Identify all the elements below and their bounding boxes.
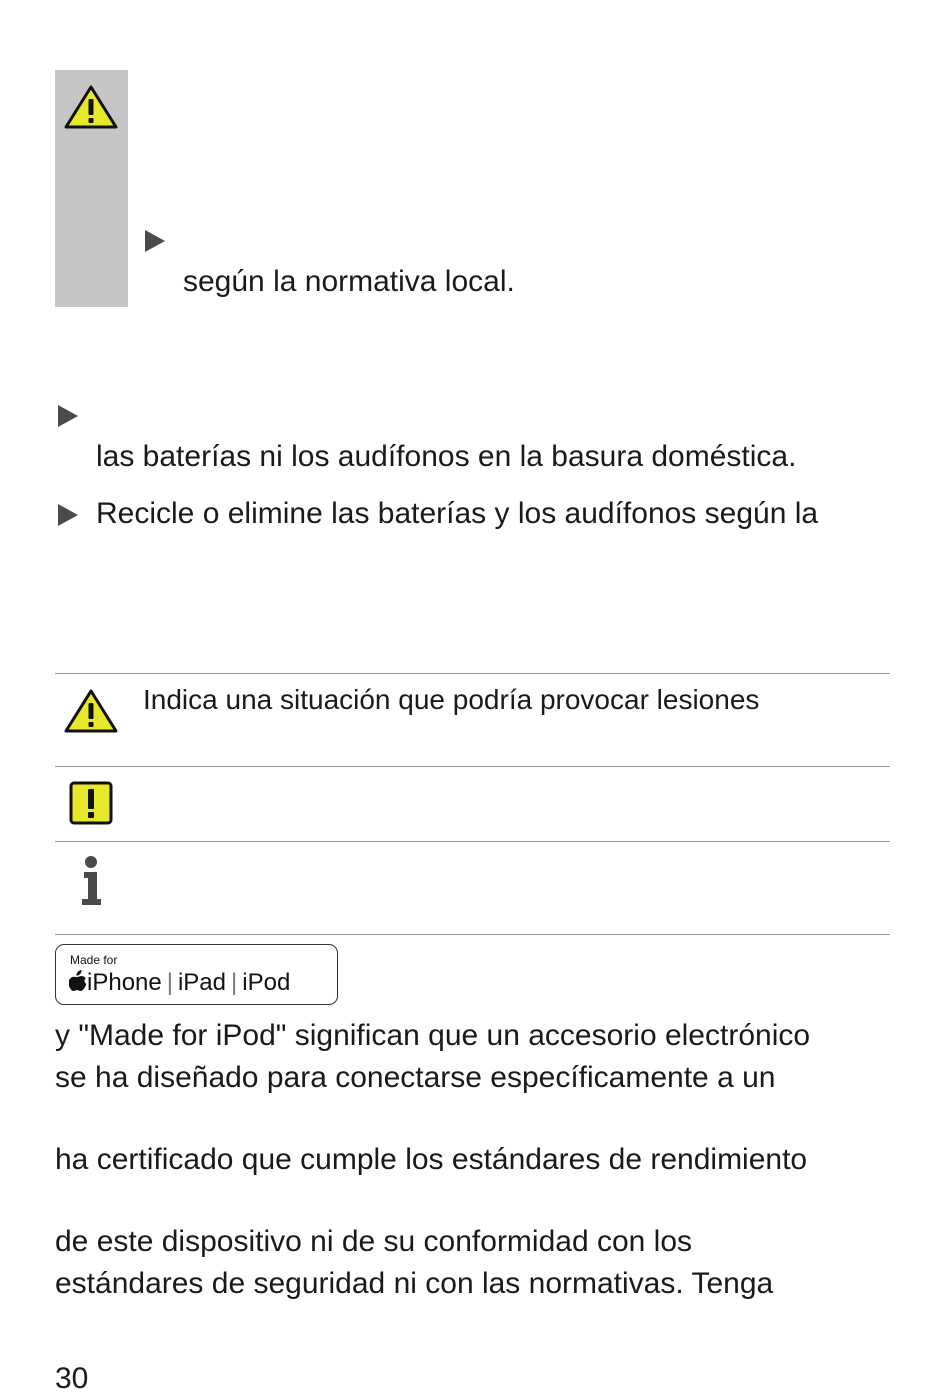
disposal-text: las baterías ni los audífonos en la basura doméstica. <box>96 440 797 473</box>
made-for-apple-badge <box>55 944 338 1005</box>
recycle-instruction: Recicle o elimine las baterías y los audífonos según la <box>96 497 819 530</box>
triangle-bullet-icon <box>58 405 78 427</box>
table-rule <box>55 673 890 674</box>
warning-triangle-icon <box>63 688 119 734</box>
warning-symbol-description: Indica una situación que podría provocar lesiones <box>143 684 760 715</box>
mfi-text-line: ha certificado que cumple los estándares de rendimiento <box>55 1143 808 1176</box>
warning-triangle-icon <box>63 84 119 130</box>
table-rule <box>55 766 890 767</box>
badge-devices <box>69 968 290 998</box>
table-rule <box>55 841 890 842</box>
warning-box-text: según la normativa local. <box>183 265 515 298</box>
triangle-bullet-icon <box>58 504 78 526</box>
badge-made-for: Made for <box>70 953 118 967</box>
mfi-text-line: se ha diseñado para conectarse específicamente a un <box>55 1061 776 1094</box>
apple-logo-icon <box>69 970 87 992</box>
mfi-text-line: y "Made for iPod" significan que un accesorio electrónico <box>55 1019 811 1052</box>
badge-ipad: iPad <box>177 969 227 996</box>
badge-separator: | <box>231 969 238 996</box>
page-number: 30 <box>55 1362 89 1395</box>
badge-iphone: iPhone <box>87 969 162 996</box>
info-icon <box>79 855 103 907</box>
exclamation-box-icon <box>69 781 113 825</box>
badge-separator: | <box>166 969 173 996</box>
table-rule <box>55 934 890 935</box>
mfi-text-line: estándares de seguridad ni con las normativas. Tenga <box>55 1267 774 1300</box>
triangle-bullet-icon <box>145 230 165 252</box>
badge-ipod: iPod <box>242 969 291 996</box>
mfi-text-line: de este dispositivo ni de su conformidad con los <box>55 1225 693 1258</box>
